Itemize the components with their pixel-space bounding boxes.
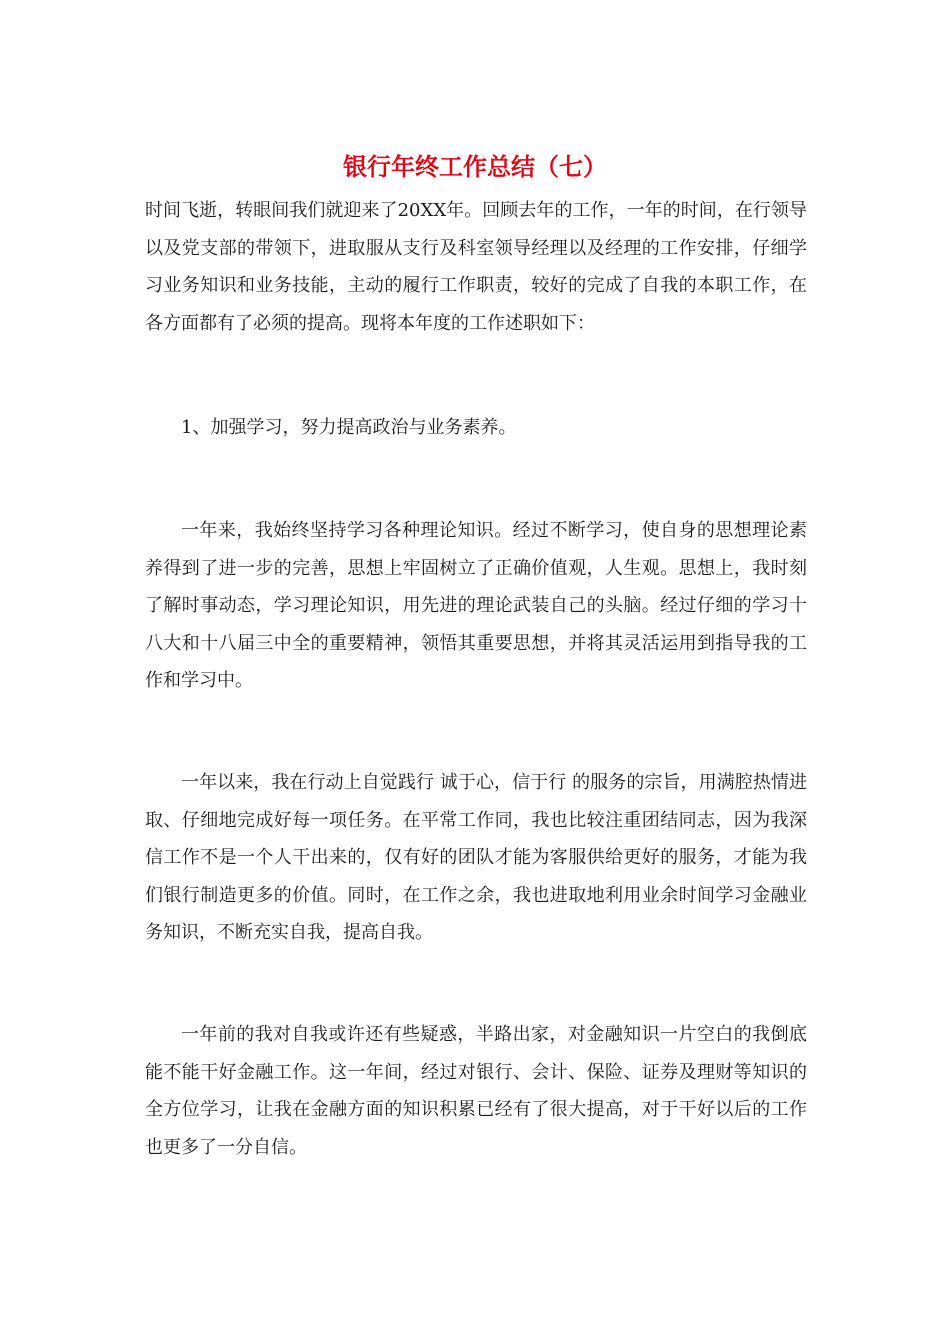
body-paragraph: 一年来，我始终坚持学习各种理论知识。经过不断学习，使自身的思想理论素养得到了进一步的完善，思想上牢固树立了正确价值观，人生观。思想上，我时刻了解时事动态，学习理论知识，用先进的理论武装自己的头脑。经过仔细的学习十八大和十八届三中全的重要精神，领悟其重要思想，并将其灵活运用到指导我的工作和学习中。 [145, 520, 807, 691]
document-title: 银行年终工作总结（七） [343, 153, 607, 181]
body-paragraph: 一年以来，我在行动上自觉践行 诚于心，信于行 的服务的宗旨，用满腔热情进取、仔细地完成好每一项任务。在平常工作同，我也比较注重团结同志，因为我深信工作不是一个人干出来的，仅有好的团队才能为客服供给更好的服务，才能为我们银行制造更多的价值。同时，在工作之余，我也进取地利用业余时间学习金融业务知识，不断充实自我，提高自我。 [145, 772, 807, 943]
body-paragraph: 一年前的我对自我或许还有些疑惑，半路出家，对金融知识一片空白的我倒底能不能干好金融工作。这一年间，经过对银行、会计、保险、证券及理财等知识的全方位学习，让我在金融方面的知识积累已经有了很大提高，对于干好以后的工作也更多了一分自信。 [145, 1024, 807, 1158]
intro-paragraph: 时间飞逝，转眼间我们就迎来了20XX年。回顾去年的工作，一年的时间，在行领导以及党支部的带领下，进取服从支行及科室领导经理以及经理的工作安排，仔细学习业务知识和业务技能，主动的履行工作职责，较好的完成了自我的本职工作，在各方面都有了必须的提高。现将本年度的工作述职如下： [145, 200, 807, 334]
section-heading: 1、加强学习，努力提高政治与业务素养。 [181, 417, 517, 438]
